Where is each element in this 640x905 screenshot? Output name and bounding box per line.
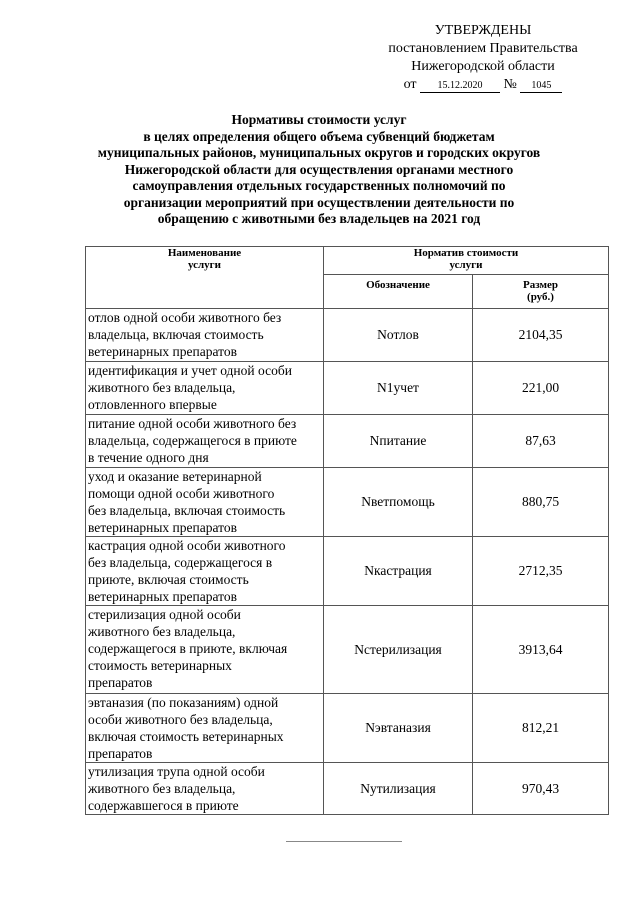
service-name-line: эвтаназия (по показаниям) одной [88, 695, 279, 710]
service-name-line: питание одной особи животного без [88, 416, 297, 431]
title-line: муниципальных районов, муниципальных округов и городских округов [97, 145, 541, 160]
designation-cell: Nкастрация [324, 537, 473, 606]
service-name-line: включая стоимость ветеринарных [88, 729, 284, 744]
service-name-line: владельца, включая стоимость [88, 327, 264, 342]
designation-cell: Nотлов [324, 309, 473, 362]
service-name-line: без владельца, содержащегося в [88, 555, 273, 570]
service-name-line: особи животного без владельца, [88, 712, 273, 727]
table-row [86, 694, 609, 763]
approval-number: 1045 [520, 80, 562, 93]
service-name-cell [86, 694, 324, 763]
service-name-line: владельца, содержащегося в приюте [88, 433, 297, 448]
header-text: (руб.) [527, 291, 554, 303]
service-name-line: животного без владельца, [88, 781, 236, 796]
designation-cell: Nэвтаназия [324, 694, 473, 763]
table-row [86, 362, 609, 415]
service-name-line: отловленного впервые [88, 397, 217, 412]
footer-divider [286, 841, 402, 842]
service-name-line: приюте, включая стоимость [88, 572, 249, 587]
table-row [86, 606, 609, 694]
title-line: Нормативы стоимости услуг [231, 112, 407, 127]
amount-cell: 812,21 [473, 694, 609, 763]
designation-cell: Nутилизация [324, 763, 473, 815]
service-name-cell [86, 415, 324, 468]
service-name-line: содержавшегося в приюте [88, 798, 239, 813]
service-name-line: кастрация одной особи животного [88, 538, 286, 553]
amount-cell: 87,63 [473, 415, 609, 468]
amount-cell: 2712,35 [473, 537, 609, 606]
service-name-cell [86, 537, 324, 606]
header-text: услуги [187, 259, 222, 271]
table-row [86, 309, 609, 362]
header-text: Наименование [167, 247, 242, 259]
service-name-line: ветеринарных препаратов [88, 589, 237, 604]
service-name-line: животного без владельца, [88, 624, 236, 639]
service-name-line: идентификация и учет одной особи [88, 363, 292, 378]
service-name-line: стерилизация одной особи [88, 607, 241, 622]
title-line: самоуправления отдельных государственных полномочий по [132, 178, 506, 193]
amount-cell: 970,43 [473, 763, 609, 815]
service-name-line: стоимость ветеринарных [88, 658, 232, 673]
designation-cell: Nстерилизация [324, 606, 473, 694]
amount-cell: 880,75 [473, 468, 609, 537]
amount-cell: 3913,64 [473, 606, 609, 694]
from-label: от [403, 77, 417, 92]
service-name-line: уход и оказание ветеринарной [88, 469, 262, 484]
title-line: Нижегородской области для осуществления органами местного [124, 161, 514, 177]
approval-block [368, 22, 598, 94]
amount-cell: 2104,35 [473, 309, 609, 362]
service-name-line: ветеринарных препаратов [88, 344, 237, 359]
service-name-line: препаратов [88, 675, 153, 690]
service-name-line: содержащегося в приюте, включая [88, 641, 288, 656]
header-service-name [86, 247, 324, 309]
service-name-cell [86, 606, 324, 694]
designation-cell: N1учет [324, 362, 473, 415]
header-text: услуги [449, 259, 483, 271]
service-name-line: помощи одной особи животного [88, 486, 275, 501]
approval-date: 15.12.2020 [420, 80, 500, 93]
amount-cell: 221,00 [473, 362, 609, 415]
service-name-line: отлов одной особи животного без [88, 310, 282, 325]
number-sign: № [503, 77, 517, 92]
approval-date-line [368, 76, 598, 94]
document-title [84, 112, 554, 228]
header-text: Размер [523, 279, 558, 291]
title-line: обращению с животными без владельцев на 2021 год [157, 211, 481, 226]
service-name-line: утилизация трупа одной особи [88, 764, 265, 779]
table-row [86, 415, 609, 468]
title-line: в целях определения общего объема субвенций бюджетам [143, 128, 495, 144]
service-name-cell [86, 309, 324, 362]
header-designation [324, 275, 473, 309]
approval-line-decree: постановлением Правительства [388, 41, 578, 56]
designation-cell: Nпитание [324, 415, 473, 468]
service-name-cell [86, 468, 324, 537]
service-name-line: препаратов [88, 746, 153, 761]
table-row [86, 763, 609, 815]
approval-heading: УТВЕРЖДЕНЫ [434, 23, 532, 38]
header-norm [324, 247, 609, 275]
designation-cell: Nветпомощь [324, 468, 473, 537]
header-text: Обозначение [366, 279, 430, 291]
service-name-line: ветеринарных препаратов [88, 520, 237, 535]
title-line: организации мероприятий при осуществлении деятельности по [123, 194, 515, 210]
service-name-cell [86, 763, 324, 815]
header-text: Норматив стоимости [413, 247, 519, 259]
service-name-line: без владельца, включая стоимость [88, 503, 286, 518]
approval-line-region: Нижегородской области [411, 59, 555, 74]
service-name-line: животного без владельца, [88, 380, 236, 395]
service-name-cell [86, 362, 324, 415]
table-row [86, 537, 609, 606]
table-row [86, 468, 609, 537]
norms-table [85, 246, 609, 815]
header-size [473, 275, 609, 309]
service-name-line: в течение одного дня [88, 450, 209, 465]
